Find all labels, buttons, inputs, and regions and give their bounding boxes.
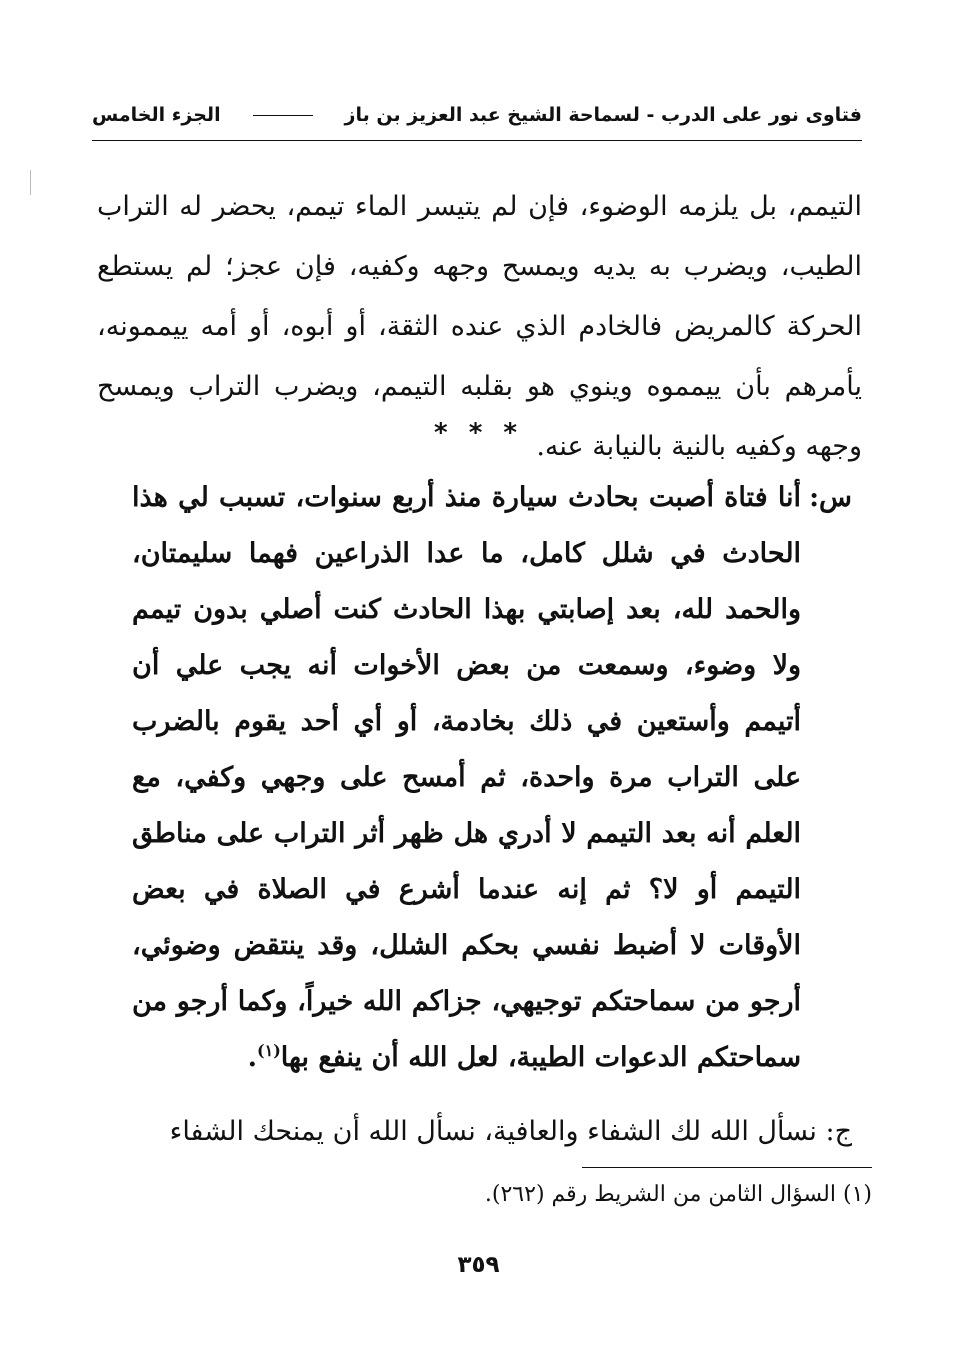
continued-paragraph: التيمم، بل يلزمه الوضوء، فإن لم يتيسر الماء تيمم، يحضر له التراب الطيب، ويضرب به يديه ويمسح وجهه وكفيه، فإن عجز؛ لم يستطع الحركة كالمريض فالخادم الذي عنده الثقة، أو أبوه، أو أمه ييممونه، يأمرهم بأن ييمموه وينوي هو بقلبه التيمم، ويضرب التراب ويمسح وجهه وكفيه بالنية بالنيابة عنه. — [97, 191, 862, 462]
answer-block — [92, 1104, 852, 1160]
question-block — [132, 470, 852, 1086]
answer-text: نسأل الله لك الشفاء والعافية، نسأل الله أن يمنحك الشفاء — [169, 1116, 817, 1147]
answer-marker: ج: — [825, 1116, 852, 1147]
footnote — [102, 1175, 872, 1215]
volume-label: الجزء الخامس — [92, 104, 221, 126]
question-marker: س: — [809, 482, 852, 513]
running-header — [92, 95, 862, 135]
footnote-reference: (١) — [257, 1041, 281, 1060]
question-body — [132, 470, 801, 1086]
section-separator: * * * — [434, 418, 523, 448]
question-text: أنا فتاة أصبت بحادث سيارة منذ أربع سنوات، تسبب لي هذا الحادث في شلل كامل، ما عدا الذراعين فهما سليمتان، والحمد لله، بعد إصابتي بهذا الحادث كنت أصلي بدون تيمم ولا وضوء، وسمعت من بعض الأخوات أنه يجب علي أن أتيمم وأستعين في ذلك بخادمة، أو أي أحد يقوم بالضرب على التراب مرة واحدة، ثم أمسح على وجهي وكفي، مع العلم أنه بعد التيمم لا أدري هل ظهر أثر التراب على مناطق التيمم أو لا؟ ثم إنه عندما أشرع في الصلاة في بعض الأوقات لا أضبط نفسي بحكم الشلل، وقد ينتقض وضوئي، أرجو من سماحتكم توجيهي، جزاكم الله خيراً، وكما أرجو من سماحتكم الدعوات الطيبة، لعل الله أن ينفع بها — [132, 482, 802, 1073]
header-dash-rule — [253, 115, 313, 116]
question-end-punct: . — [247, 1042, 258, 1073]
running-title: فتاوى نور على الدرب - لسماحة الشيخ عبد العزيز بن باز — [344, 104, 862, 126]
footnote-number: (١) — [842, 1182, 872, 1207]
header-underline — [92, 140, 862, 141]
footnote-text: السؤال الثامن من الشريط رقم (٢٦٢). — [484, 1182, 836, 1207]
page-number: ٣٥٩ — [457, 1252, 500, 1278]
margin-mark — [30, 170, 31, 195]
footnote-divider — [582, 1167, 872, 1168]
